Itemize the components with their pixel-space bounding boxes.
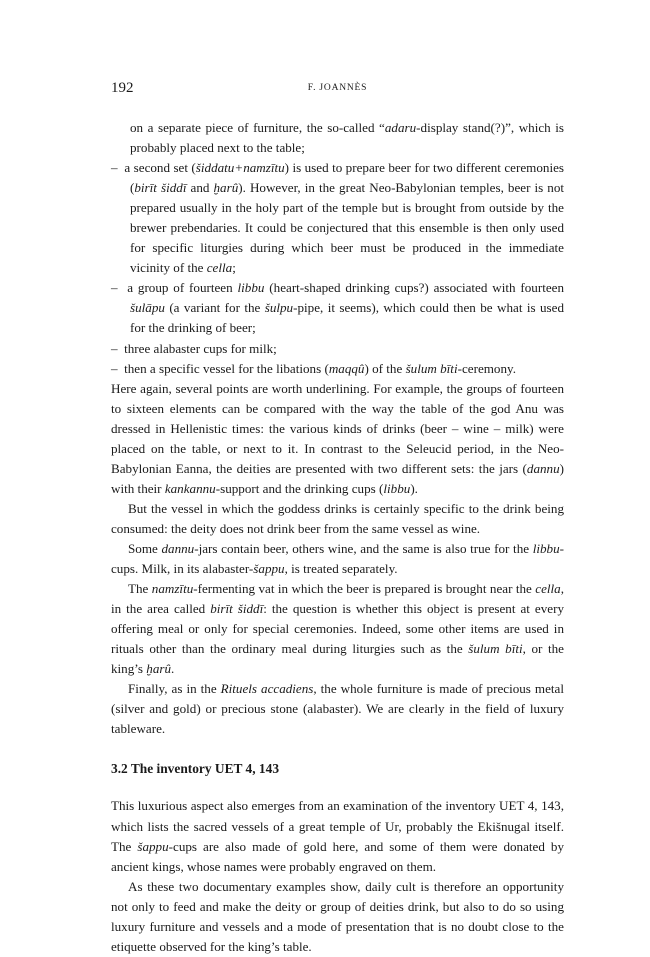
list-item-continuation: on a separate piece of furniture, the so-called “adaru-display stand(?)”, which is probably placed next to the table; bbox=[130, 120, 564, 156]
list-item: – then a specific vessel for the libations (maqqû) of the šulum bīti-ceremony. bbox=[111, 360, 516, 376]
body-text bbox=[111, 118, 564, 957]
paragraph: As these two documentary examples show, daily cult is therefore an opportunity not only to feed and make the deity or group of deities drink, but also to do so using luxury furniture and vessels and a mode of presentation that is no doubt close to the etiquette observed for the king’s table. bbox=[111, 878, 564, 954]
page-header bbox=[111, 80, 564, 102]
paragraph: But the vessel in which the goddess drinks is certainly specific to the drink being consumed: the deity does not drink beer from the same vessel as wine. bbox=[111, 500, 564, 536]
page-number: 192 bbox=[111, 80, 134, 96]
running-head: F. JOANNÈS bbox=[307, 83, 368, 93]
list-item: – three alabaster cups for milk; bbox=[111, 340, 277, 356]
list-item: – a second set (šiddatu+namzītu) is used to prepare beer for two different ceremonies (birīt šiddī and ḫarû). However, in the great Neo-Babylonian temples, beer is not prepared usually in the holy part of the temple but is brought from outside by the brewer prebendaries. It could be conjectured that this ensemble is then only used for specific liturgies during which beer must be produced in the immediate vicinity of the cella; bbox=[111, 160, 565, 276]
page bbox=[111, 80, 564, 957]
paragraph: This luxurious aspect also emerges from an examination of the inventory UET 4, 143, which lists the sacred vessels of a great temple of Ur, probably the Ekišnugal itself. The šappu-cups are also made of gold here, and some of them were donated by ancient kings, whose names were probably engraved on them. bbox=[111, 798, 564, 874]
paragraph: Some dannu-jars contain beer, others wine, and the same is also true for the libbu-cups. Milk, in its alabaster-šappu, is treated separately. bbox=[111, 540, 564, 577]
section-heading: 3.2 The inventory UET 4, 143 bbox=[111, 761, 280, 777]
paragraph: Here again, several points are worth underlining. For example, the groups of fourteen to sixteen elements can be compared with the way the table of the god Anu was dressed in Hellenistic times: the various kinds of drinks (beer – wine – milk) were placed on the table, or next to it. In contrast to the Seleucid period, in the Neo-Babylonian Eanna, the deities are presented with two different sets: the jars (dannu) with their kankannu-support and the drinking cups (libbu). bbox=[111, 380, 564, 496]
paragraph: The namzītu-fermenting vat in which the beer is prepared is brought near the cella, in the area called birīt šiddī: the question is whether this object is present at every offering meal or only for special ceremonies. Indeed, some other items are used in rituals other than the ordinary meal during liturgies such as the šulum bīti, or the king’s ḫarû. bbox=[111, 581, 565, 677]
list-item: – a group of fourteen libbu (heart-shaped drinking cups?) associated with fourteen šulāpu (a variant for the šulpu-pipe, it seems), which could then be what is used for the drinking of beer; bbox=[111, 280, 565, 336]
paragraph: Finally, as in the Rituels accadiens, the whole furniture is made of precious metal (silver and gold) or precious stone (alabaster). We are clearly in the field of luxury tableware. bbox=[111, 681, 564, 737]
